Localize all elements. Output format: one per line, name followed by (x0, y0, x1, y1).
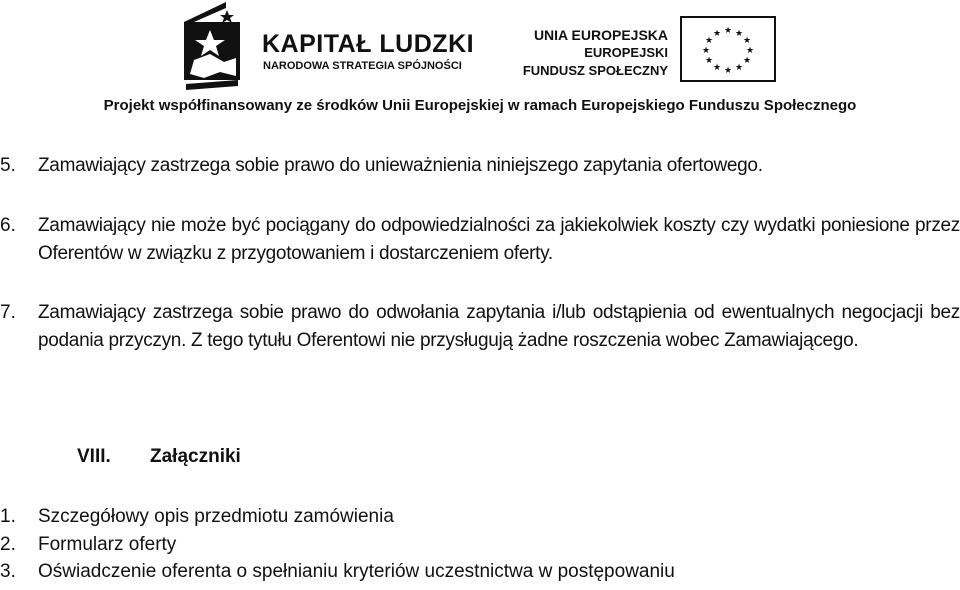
eu-flag-icon (680, 16, 776, 82)
co-financing-tagline: Projekt współfinansowany ze środków Unii Europejskiej w ramach Europejskiego Funduszu Społecznego (103, 97, 857, 114)
kapital-ludzki-logo (180, 2, 244, 92)
svg-text:★: ★ (734, 63, 744, 73)
list-item-text: Szczegółowy opis przedmiotu zamówienia (38, 506, 394, 527)
svg-text:★: ★ (701, 46, 711, 56)
eu-fund-label (523, 26, 668, 80)
paragraph-number: 5. (0, 155, 16, 176)
kapital-ludzki-subtitle: NARODOWA STRATEGIA SPÓJNOŚCI (263, 60, 462, 72)
paragraph-number: 7. (0, 302, 16, 323)
list-item-text: Oświadczenie oferenta o spełnianiu kryteriów uczestnictwa w postępowaniu (38, 561, 675, 582)
svg-text:★: ★ (742, 56, 752, 66)
eu-label-line-2: EUROPEJSKI (584, 45, 668, 60)
svg-text:★: ★ (723, 66, 733, 76)
svg-text:★: ★ (723, 26, 733, 36)
section-number: VIII. (77, 446, 111, 467)
list-item-number: 3. (0, 561, 16, 582)
svg-text:★: ★ (704, 36, 714, 46)
kapital-ludzki-title: KAPITAŁ LUDZKI (262, 30, 475, 58)
svg-text:★: ★ (734, 29, 744, 39)
svg-text:★: ★ (704, 56, 714, 66)
svg-text:★: ★ (742, 36, 752, 46)
paragraph-text: Zamawiający zastrzega sobie prawo do unieważnienia niniejszego zapytania ofertowego. (38, 155, 763, 176)
svg-text:★: ★ (745, 46, 755, 56)
page-header (0, 0, 960, 125)
list-item-number: 2. (0, 533, 16, 555)
paragraph-text: Zamawiający nie może być pociągany do odpowiedzialności za jakiekolwiek koszty czy wydatki poniesione przez Oferentów w związku z przygotowaniem i dostarczeniem oferty. (38, 215, 960, 264)
section-heading (77, 446, 241, 468)
list-item-text: Formularz oferty (38, 533, 177, 555)
paragraph-text: Zamawiający zastrzega sobie prawo do odwołania zapytania i/lub odstąpienia od ewentualnych negocjacji bez podania przyczyn. Z tego tytułu Oferentowi nie przysługują żadne roszczenia wobec Zamawiającego. (38, 302, 960, 351)
svg-text:★: ★ (712, 63, 722, 73)
paragraph-number: 6. (0, 215, 16, 236)
list-item-number: 1. (0, 506, 16, 527)
eu-label-line-3: FUNDUSZ SPOŁECZNY (522, 63, 668, 78)
svg-text:★: ★ (712, 29, 722, 39)
eu-label-line-1: UNIA EUROPEJSKA (533, 27, 668, 43)
section-title: Załączniki (150, 446, 241, 467)
